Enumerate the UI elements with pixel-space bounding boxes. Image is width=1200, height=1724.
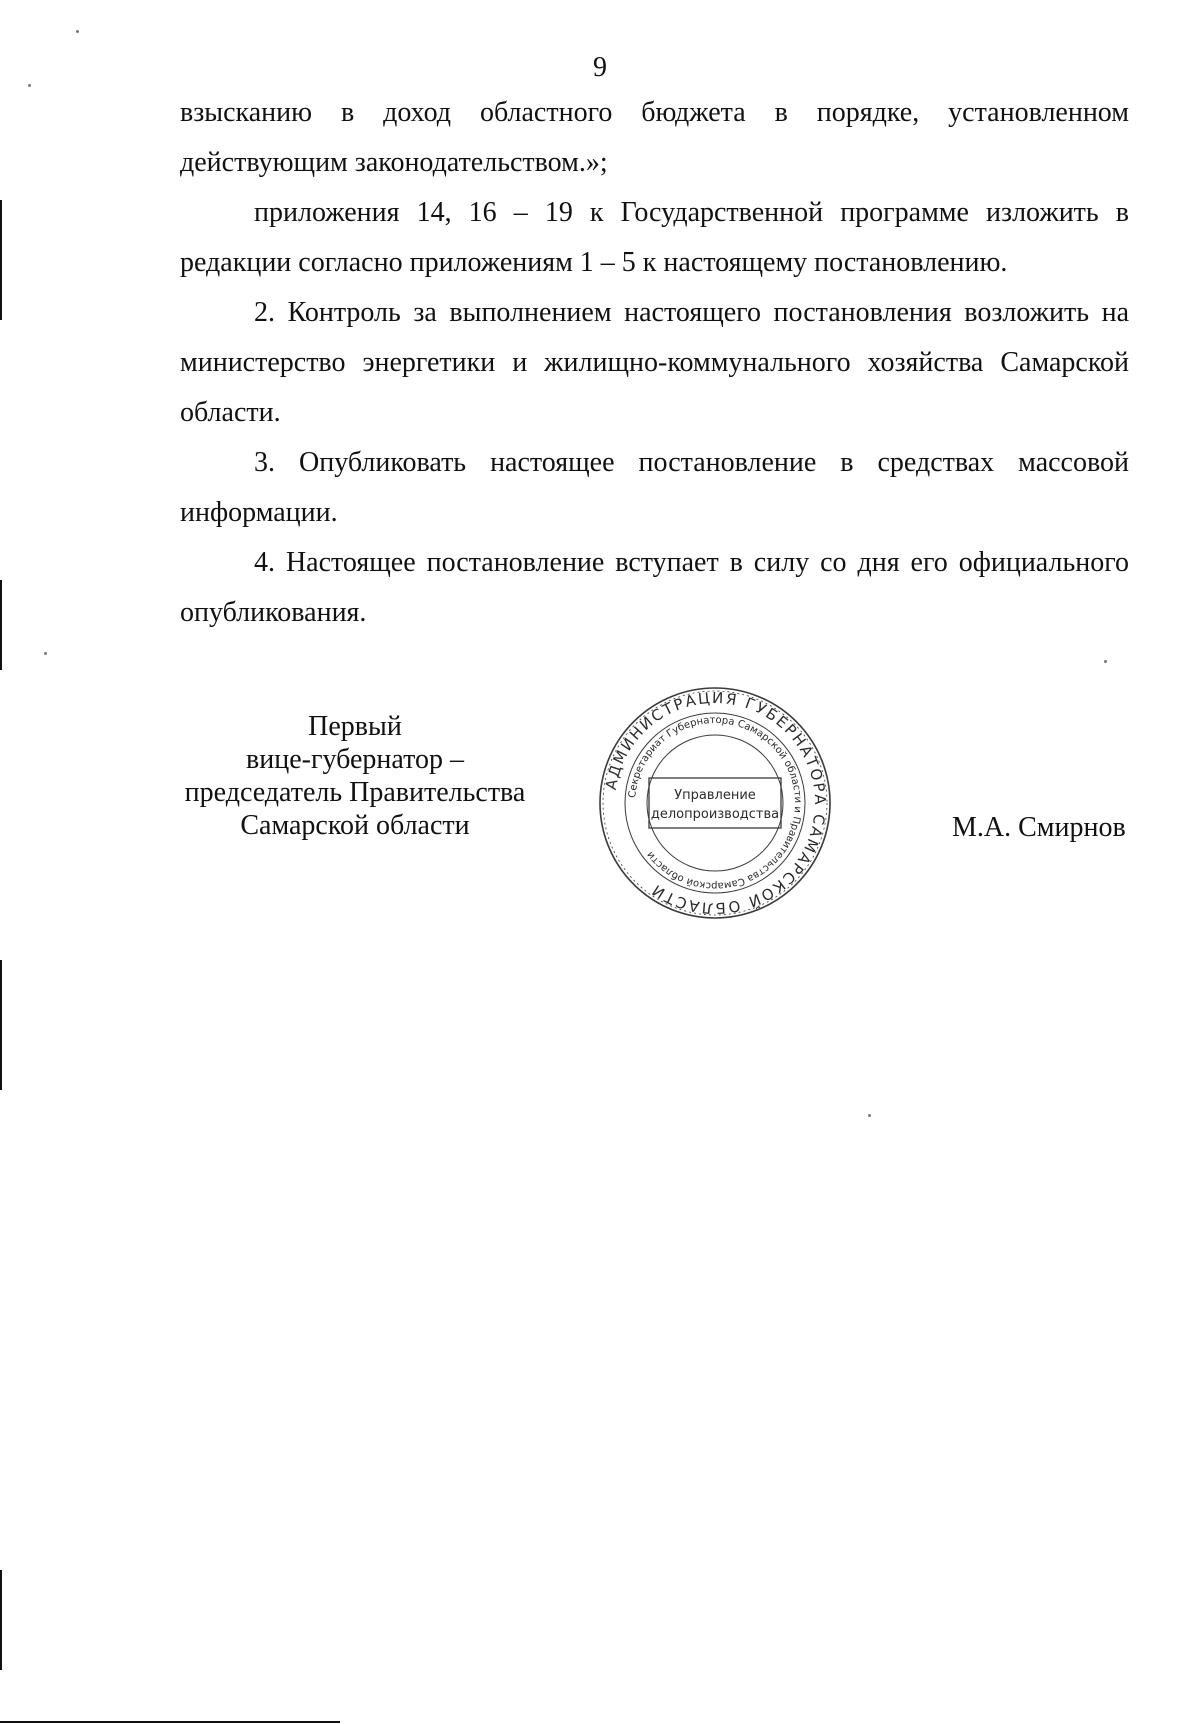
scan-edge-mark <box>0 580 2 670</box>
signer-title-line: Первый <box>308 711 402 742</box>
paragraph: взысканию в доход областного бюджета в порядке, установленном действующим законодательством.»; <box>180 97 1129 178</box>
official-seal <box>597 685 833 921</box>
scan-edge-mark <box>0 1570 2 1670</box>
paragraph: приложения 14, 16 – 19 к Государственной программе изложить в редакции согласно приложениям 1 – 5 к настоящему постановлению. <box>180 197 1129 278</box>
seal-center-text: Управление <box>674 788 756 803</box>
signer-title-line: Самарской области <box>240 810 470 841</box>
page-number: 9 <box>593 52 607 83</box>
signer-title <box>175 710 535 842</box>
signer-name: М.А. Смирнов <box>952 812 1126 843</box>
seal-outer-text: АДМИНИСТРАЦИЯ ГУБЕРНАТОРА САМАРСКОЙ ОБЛАСТИ <box>601 688 830 918</box>
scan-edge-mark <box>0 960 2 1090</box>
signer-title-line: председатель Правительства <box>184 777 526 808</box>
seal-inner-text: Секретариат Губернатора Самарской области и Правительства Самарской области <box>627 714 804 892</box>
scan-speck <box>76 30 79 33</box>
scan-edge-mark <box>0 200 2 320</box>
scan-speck <box>44 652 47 655</box>
paragraph: 4. Настоящее постановление вступает в силу со дня его официального опубликования. <box>180 547 1129 628</box>
paragraph: 3. Опубликовать настоящее постановление в средствах массовой информации. <box>180 447 1129 528</box>
seal-center-text: делопроизводства <box>650 807 780 822</box>
scan-speck <box>1104 660 1107 663</box>
scan-speck <box>28 84 31 87</box>
scan-speck <box>868 1114 871 1117</box>
signer-title-line: вице-губернатор – <box>246 744 464 775</box>
scan-edge-mark <box>0 1721 340 1723</box>
paragraph: 2. Контроль за выполнением настоящего постановления возложить на министерство энергетики и жилищно-коммунального хозяйства Самарской области. <box>180 297 1129 428</box>
